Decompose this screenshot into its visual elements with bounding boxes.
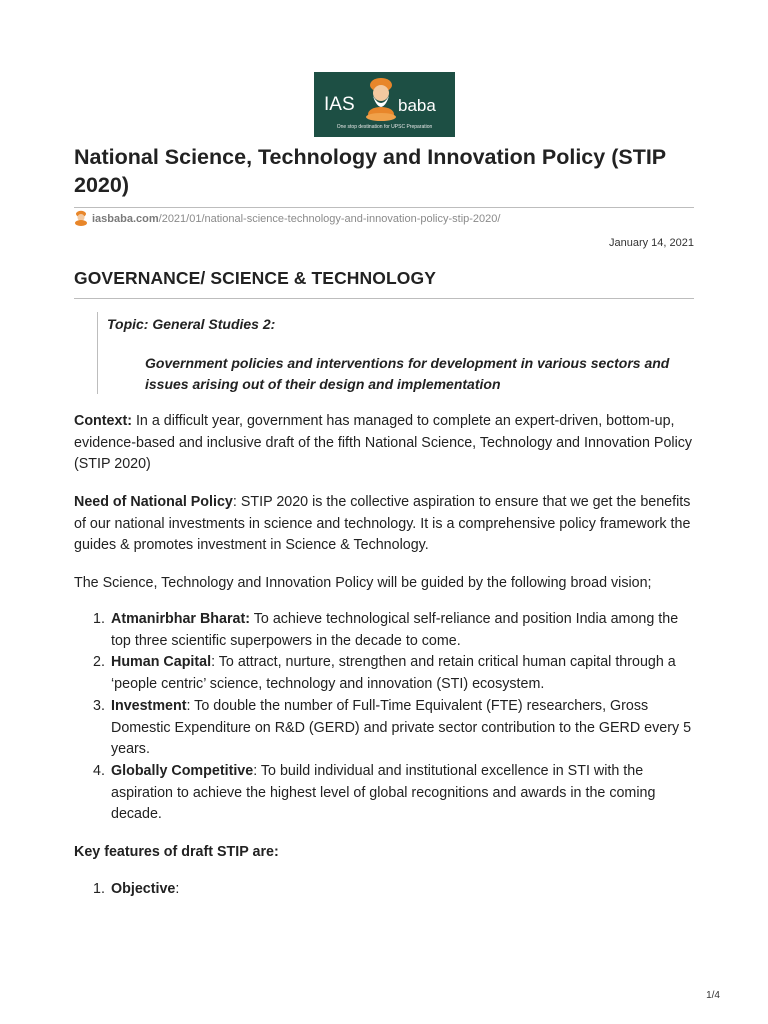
list-item-text: To achieve technological self-reliance and position India among the top three scientific superpowers in the decade to come. [111, 611, 679, 649]
monk-mascot-icon [364, 76, 398, 122]
logo-tagline: One stop destination for UPSC Preparation [336, 124, 433, 130]
list-item-label: Investment [111, 697, 187, 714]
vision-intro: The Science, Technology and Innovation Policy will be guided by the following broad vision; [74, 575, 652, 591]
title-divider [74, 207, 694, 208]
topic-subtopic: Government policies and interventions for development in various sectors and issues arising out of their design and implementation [145, 355, 670, 392]
vision-list [74, 609, 694, 826]
list-item-number: 1. [93, 881, 105, 897]
need-paragraph [74, 492, 694, 557]
list-item-number: 1. [93, 611, 105, 627]
topic-blockquote [97, 312, 693, 394]
context-label: Context: [74, 413, 132, 429]
list-item-label: Human Capital [111, 654, 212, 671]
list-item-number: 2. [93, 654, 105, 671]
list-item [74, 761, 694, 826]
list-item-text: : To double the number of Full-Time Equivalent (FTE) researchers, Gross Domestic Expenditure on R&D (GERD) and private sector contribution to the GERD every 5 years. [111, 697, 692, 758]
iasbaba-logo [314, 72, 455, 137]
list-item-label: Globally Competitive [111, 762, 254, 779]
section-heading: GOVERNANCE/ SCIENCE & TECHNOLOGY [74, 268, 436, 288]
page-number: 1/4 [706, 990, 720, 1001]
logo-text-ias: IAS [324, 94, 355, 115]
list-item [74, 609, 694, 652]
list-item-number: 4. [93, 762, 105, 779]
list-item-number: 3. [93, 697, 105, 714]
list-item [74, 879, 694, 901]
features-heading-text: Key features of draft STIP are: [74, 844, 279, 860]
list-item-text: : To build individual and institutional excellence in STI with the aspiration to achieve the highest level of global recognitions and awards in the coming decade. [111, 762, 656, 823]
need-text: : STIP 2020 is the collective aspiration to ensure that we get the benefits of our national investments in science and technology. It is a comprehensive policy framework the guides & promotes investment in Science & Technology. [74, 494, 691, 553]
list-item-text: : [175, 881, 180, 897]
source-link[interactable] [92, 213, 500, 225]
monk-favicon-icon [74, 210, 88, 226]
list-item [74, 696, 694, 761]
source-path: /2021/01/national-science-technology-and-innovation-policy-stip-2020/ [158, 213, 501, 225]
context-text: In a difficult year, government has managed to complete an expert-driven, bottom-up, evidence-based and inclusive draft of the fifth National Science, Technology and Innovation Policy (STIP 2020) [74, 413, 693, 472]
page-title: National Science, Technology and Innovation Policy (STIP 2020) [74, 145, 666, 197]
features-heading [74, 842, 694, 864]
section-divider [74, 298, 694, 299]
context-paragraph [74, 411, 694, 476]
need-label: Need of National Policy [74, 494, 233, 510]
list-item-label: Objective [111, 881, 176, 897]
publish-date: January 14, 2021 [608, 237, 694, 249]
list-item-text: : To attract, nurture, strengthen and retain critical human capital through a ‘people centric’ science, technology and innovation (STI) ecosystem. [111, 654, 676, 693]
source-domain: iasbaba.com [92, 213, 159, 225]
features-list [74, 879, 694, 901]
logo-text-baba: baba [398, 96, 436, 115]
list-item [74, 652, 694, 695]
list-item-label: Atmanirbhar Bharat: [111, 611, 251, 627]
topic-label: Topic: General Studies 2: [107, 316, 276, 332]
